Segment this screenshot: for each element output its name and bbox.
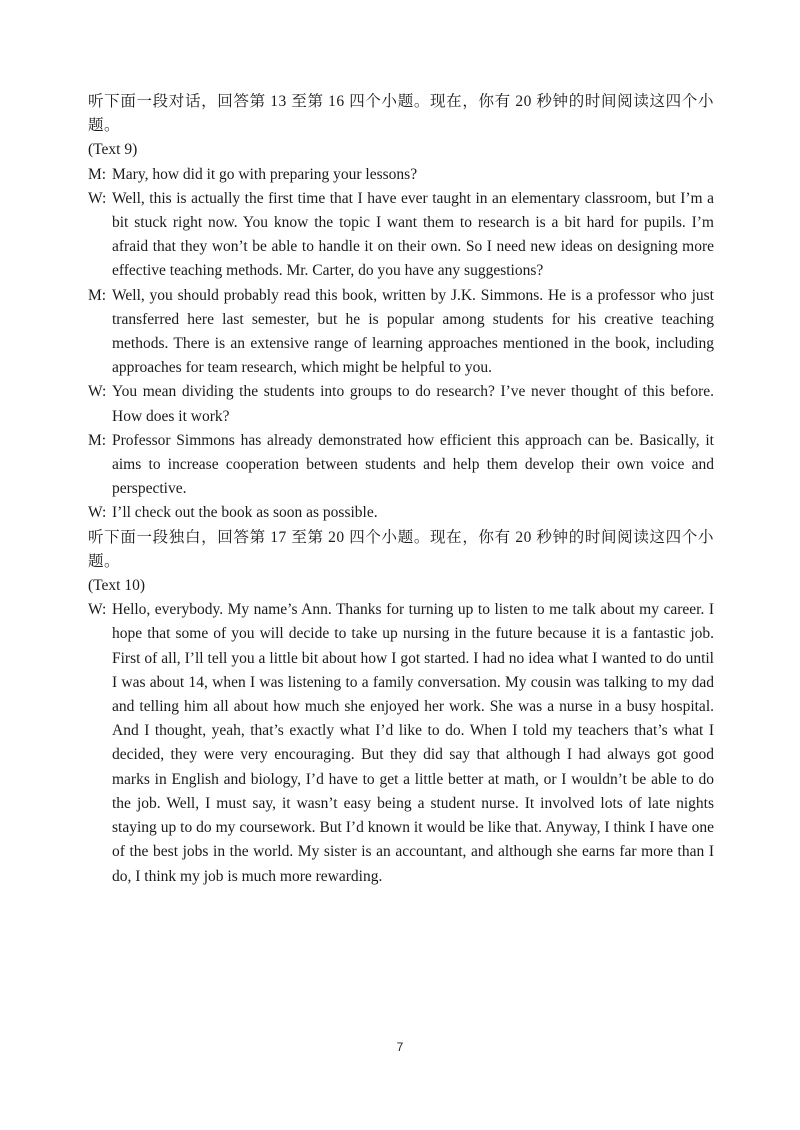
dialogue-line — [88, 429, 714, 502]
line-text: Well, this is actually the first time that I have ever taught in an elementary classroom, but I’m a bit stuck right now. You know the topic I want them to research is a bit hard for pupils. I’m afraid that they won’t be able to handle it on their own. So I need new ideas on designing more effective teaching methods. Mr. Carter, do you have any suggestions? — [112, 189, 714, 280]
section-instruction: 听下面一段独白，回答第 17 至第 20 四个小题。现在，你有 20 秒钟的时间阅读这四个小题。 — [88, 528, 714, 570]
dialogue-line — [88, 187, 714, 284]
line-text: Hello, everybody. My name’s Ann. Thanks for turning up to listen to me talk about my career. I hope that some of you will decide to take up nursing in the future because it is a fantastic job. First of all, I’ll tell you a little bit about how I got started. I had no idea what I wanted to do until I was about 14, when I was listening to a family conversation. My cousin was talking to my dad and telling him all about how much she enjoyed her work. She was a nurse in a busy hospital. And I thought, yeah, that’s exactly what I’d like to do. When I told my teachers that’s what I decided, they were very encouraging. But they did say that although I had always got good marks in English and biology, I’d have to get a little better at math, or I wouldn’t be able to do the job. Well, I must say, it wasn’t easy being a student nurse. It involved lots of late nights staying up to do my coursework. But I’d known it would be like that. Anyway, I think I have one of the best jobs in the world. My sister is an accountant, and although she earns far more than I do, I think my job is much more rewarding. — [112, 601, 714, 885]
section-text-9 — [88, 90, 714, 889]
speaker-label: W: — [88, 383, 107, 401]
section-label: (Text 10) — [88, 577, 146, 595]
speaker-label: M: — [88, 286, 107, 304]
dialogue-line — [88, 163, 714, 187]
dialogue — [88, 163, 714, 526]
dialogue-line — [88, 284, 714, 381]
line-text: Well, you should probably read this book, written by J.K. Simmons. He is a professor who just transferred here last semester, but he is popular among students for his creative teaching methods. There is an extensive range of learning approaches mentioned in the book, including approaches for team research, which might be helpful to you. — [112, 286, 714, 377]
speaker-label: W: — [88, 601, 107, 619]
speaker-label: M: — [88, 165, 107, 183]
speaker-label: W: — [88, 189, 107, 207]
line-text: I’ll check out the book as soon as possible. — [112, 504, 378, 522]
section-instruction: 听下面一段对话，回答第 13 至第 16 四个小题。现在，你有 20 秒钟的时间阅读这四个小题。 — [88, 93, 714, 135]
dialogue-line — [88, 501, 714, 525]
monologue — [88, 598, 714, 888]
section-label: (Text 9) — [88, 141, 138, 159]
monologue-line — [88, 598, 714, 888]
speaker-label: W: — [88, 504, 107, 522]
line-text: Mary, how did it go with preparing your lessons? — [112, 165, 418, 183]
line-text: Professor Simmons has already demonstrated how efficient this approach can be. Basically, it aims to increase cooperation between students and help them develop their own voice and perspective. — [112, 431, 714, 498]
speaker-label: M: — [88, 431, 107, 449]
line-text: You mean dividing the students into groups to do research? I’ve never thought of this before. How does it work? — [112, 383, 714, 425]
page-number: 7 — [396, 1040, 404, 1054]
dialogue-line — [88, 380, 714, 428]
